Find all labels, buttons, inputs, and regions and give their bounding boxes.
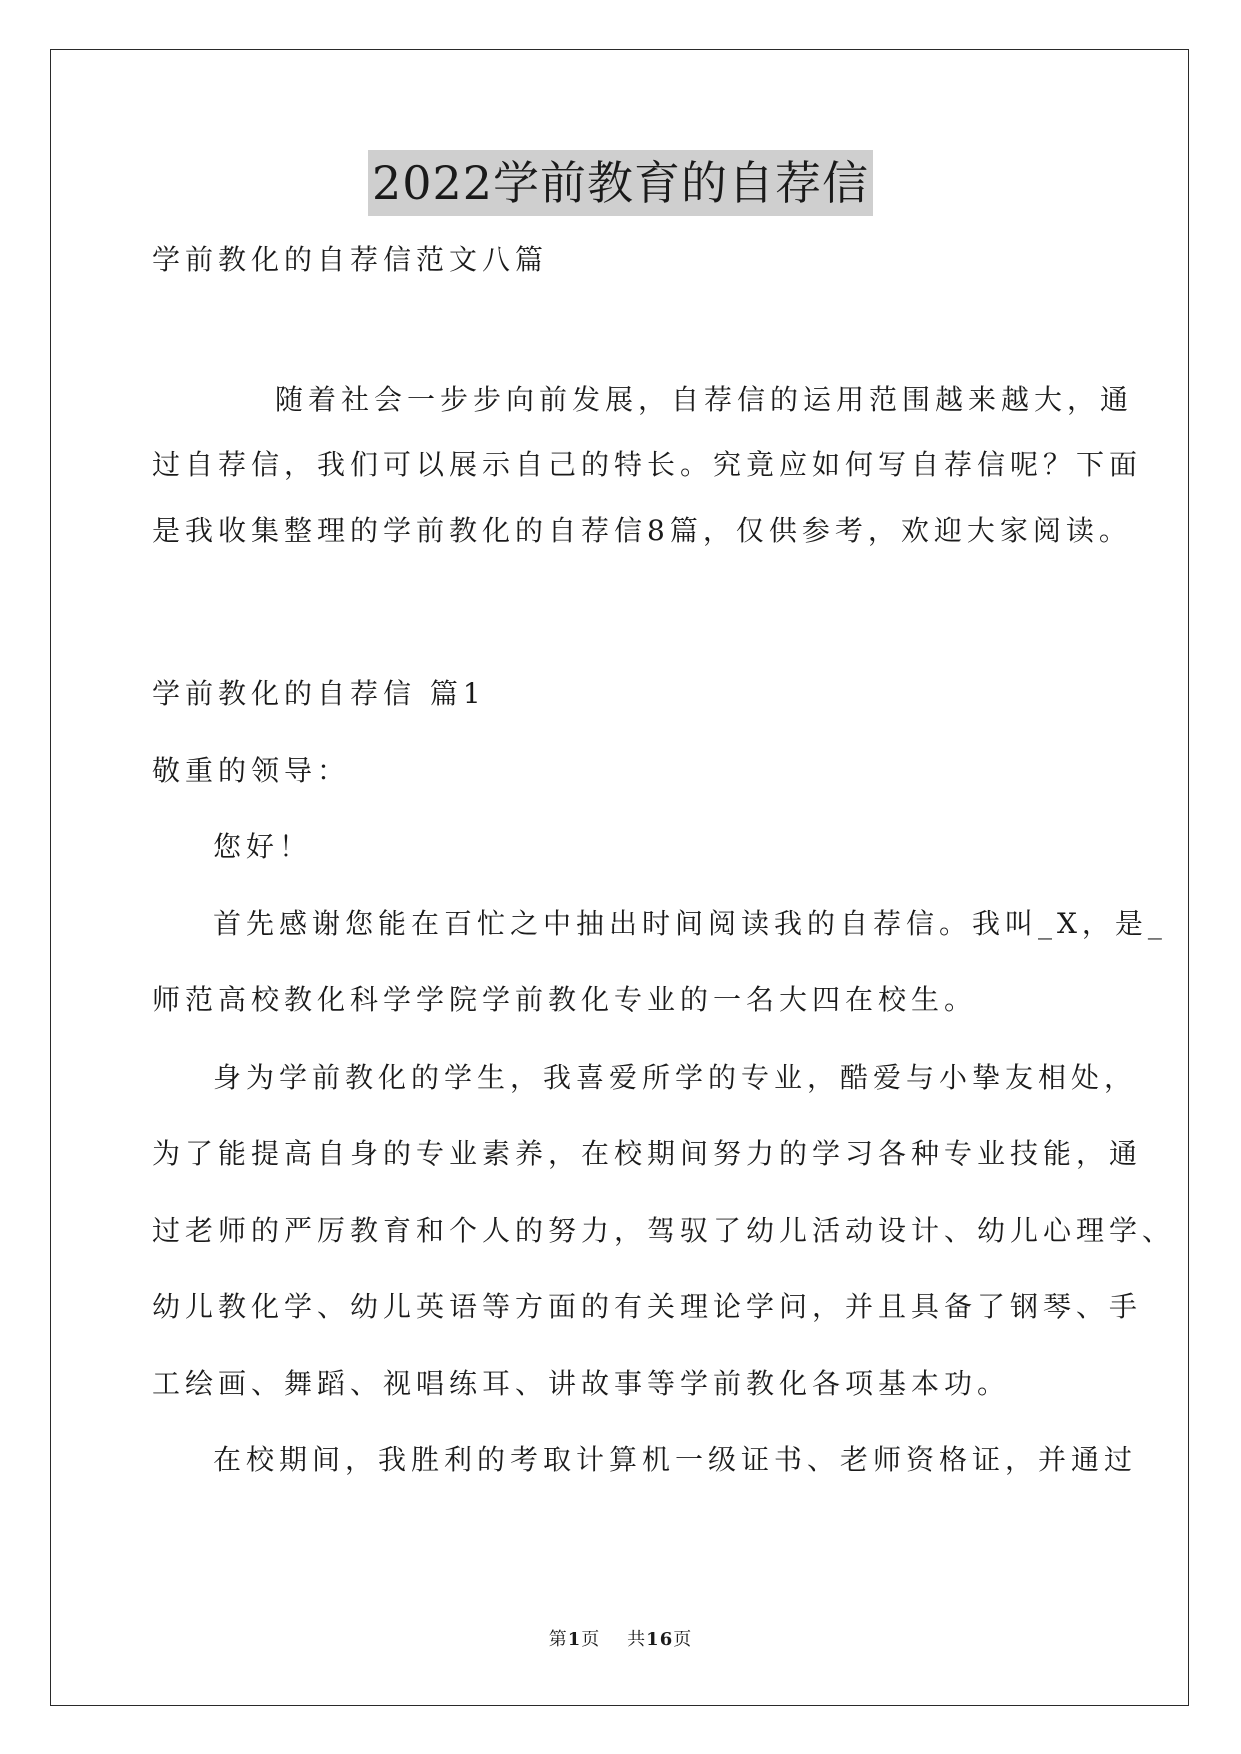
paragraph-line: 是我收集整理的学前教化的自荐信8篇，仅供参考，欢迎大家阅读。 xyxy=(152,514,1132,547)
paragraph-line: 在校期间，我胜利的考取计算机一级证书、老师资格证，并通过 xyxy=(213,1443,1138,1476)
paragraph-line: 为了能提高自身的专业素养，在校期间努力的学习各种专业技能，通 xyxy=(152,1137,1143,1170)
paragraph-line: 幼儿教化学、幼儿英语等方面的有关理论学问，并且具备了钢琴、手 xyxy=(152,1290,1143,1323)
paragraph-line: 随着社会一步步向前发展，自荐信的运用范围越来越大，通 xyxy=(275,383,1134,416)
paragraph-line: 过老师的严厉教育和个人的努力，驾驭了幼儿活动设计、幼儿心理学、 xyxy=(152,1214,1176,1247)
footer-mid: 页 共 xyxy=(581,1629,647,1650)
page-footer xyxy=(0,1625,1241,1651)
title-wrap xyxy=(0,150,1241,216)
document-title: 2022学前教育的自荐信 xyxy=(368,150,873,216)
section-heading: 学前教化的自荐信 篇1 xyxy=(152,677,486,710)
footer-total-pages: 16 xyxy=(646,1629,674,1650)
paragraph-line: 身为学前教化的学生，我喜爱所学的专业，酷爱与小挚友相处， xyxy=(213,1061,1138,1094)
footer-suffix: 页 xyxy=(673,1629,693,1650)
footer-page-number: 1 xyxy=(567,1629,582,1650)
salutation: 敬重的领导： xyxy=(152,754,351,787)
paragraph-line: 首先感谢您能在百忙之中抽出时间阅读我的自荐信。我叫_X，是_ xyxy=(213,907,1167,940)
paragraph-line: 师范高校教化科学学院学前教化专业的一名大四在校生。 xyxy=(152,983,978,1016)
subtitle: 学前教化的自荐信范文八篇 xyxy=(152,243,549,276)
paragraph-line: 过自荐信，我们可以展示自己的特长。究竟应如何写自荐信呢？下面 xyxy=(152,448,1143,481)
footer-prefix: 第 xyxy=(548,1629,568,1650)
paragraph-line: 工绘画、舞蹈、视唱练耳、讲故事等学前教化各项基本功。 xyxy=(152,1367,1011,1400)
greeting: 您好！ xyxy=(213,830,313,863)
